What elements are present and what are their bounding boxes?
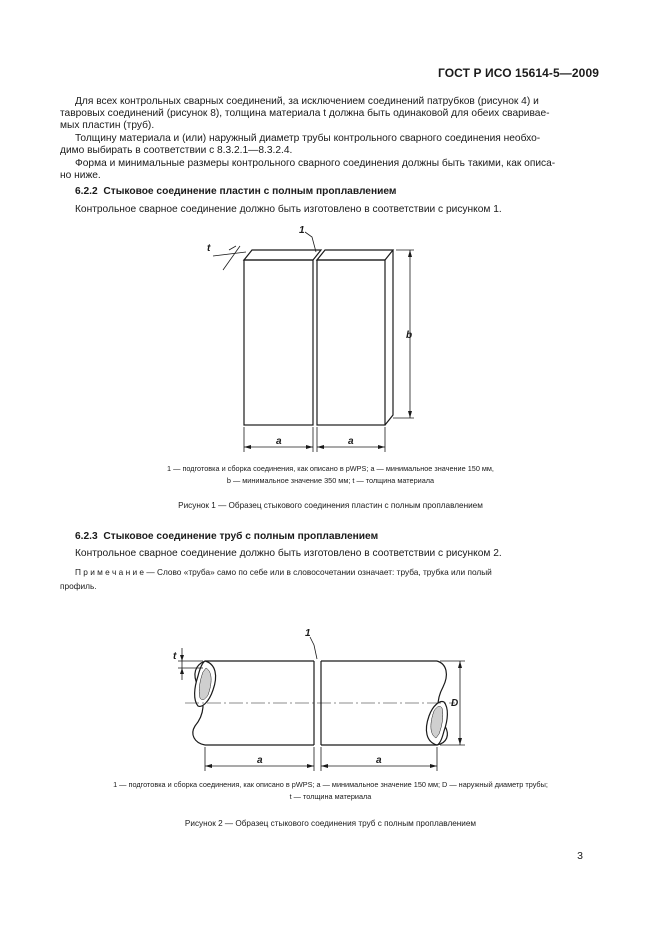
figure-1-legend [0,463,661,487]
section-number-622: 6.2.2 [75,186,98,197]
section-text-622: Контрольное сварное соединение должно быть изготовлено в соответствии с рисунком 1. [75,204,502,215]
figure-1-caption: Рисунок 1 — Образец стыкового соединения пластин с полным проплавлением [178,501,483,510]
callout-1-leader [305,232,316,252]
section-number-623: 6.2.3 [75,531,98,542]
figure-1-legend-line1: 1 — подготовка и сборка соединения, как описано в pWPS; a — минимальное значение 150 мм, [167,464,494,473]
intro-paragraph-1 [60,96,600,133]
right-plate-top [317,250,393,260]
intro-p1-line3: мых пластин (труб). [60,120,155,132]
document-header: ГОСТ Р ИСО 15614-5—2009 [437,66,599,80]
left-plate-top [244,250,321,260]
figure-2-label-a-right: a [376,755,382,766]
figure-2-legend-line2: t — толщина материала [289,792,372,801]
left-plate [244,260,313,425]
intro-p3-line1: Форма и минимальные размеры контрольного сварного соединения должны быть такими, как описа- [75,158,556,169]
section-heading-622 [75,186,396,197]
intro-p3-line2: но ниже. [60,170,101,182]
section-heading-623 [75,531,378,542]
note-line2: профиль. [60,581,97,591]
note-block [60,565,600,593]
right-plate [317,260,385,425]
figure-1-plates-diagram [195,218,435,458]
intro-paragraph-3 [60,158,600,182]
intro-p1-line2: тавровых соединений (рисунок 8), толщина материала t должна быть одинаковой для обеих свариваe- [60,108,550,120]
figure-2-label-D: D [451,698,459,709]
right-plate-side [385,250,393,425]
figure-1-label-a-right: a [348,436,354,447]
note-line1 [60,565,600,579]
figure-2-caption: Рисунок 2 — Образец стыкового соединения труб с полным проплавлением [184,819,477,828]
figure-1-label-b: b [406,330,413,341]
intro-paragraph-2 [60,133,600,157]
figure-1-label-t: t [207,243,211,254]
figure-1-label-1: 1 [299,225,305,236]
page-number: 3 [577,850,583,862]
figure-2-pipes-diagram [165,618,475,773]
figure-2-label-t: t [173,651,177,662]
callout-1-leader-fig2 [310,637,317,659]
intro-p1-line1: Для всех контрольных сварных соединений, за исключением соединений патрубков (рисунок 4) и [75,96,539,107]
figure-2-label-1: 1 [305,628,311,639]
intro-p2-line2: димо выбирать в соответствии с 8.3.2.1—8.3.2.4. [60,145,293,157]
thickness-t-leader [223,246,240,270]
intro-p2-line1: Толщину материала и (или) наружный диаметр трубы контрольного сварного соединения необхо- [75,133,541,144]
section-title-623: Стыковое соединение труб с полным проплавлением [103,531,379,542]
section-title-622: Стыковое соединение пластин с полным проплавлением [103,186,397,197]
note-text-line1: — Слово «труба» само по себе или в словосочетании означает: труба, трубка или полый [144,567,492,577]
figure-2-legend [0,779,661,803]
section-text-623: Контрольное сварное соединение должно быть изготовлено в соответствии с рисунком 2. [75,548,502,559]
note-prefix: П р и м е ч а н и е [75,567,145,577]
figure-2-legend-line1: 1 — подготовка и сборка соединения, как описано в pWPS; a — минимальное значение 150 мм; D — наружный диаметр трубы; [113,780,548,789]
figure-1-label-a-left: a [276,436,282,447]
figure-2-label-a-left: a [257,755,263,766]
figure-1-legend-line2: b — минимальное значение 350 мм; t — толщина материала [226,476,435,485]
